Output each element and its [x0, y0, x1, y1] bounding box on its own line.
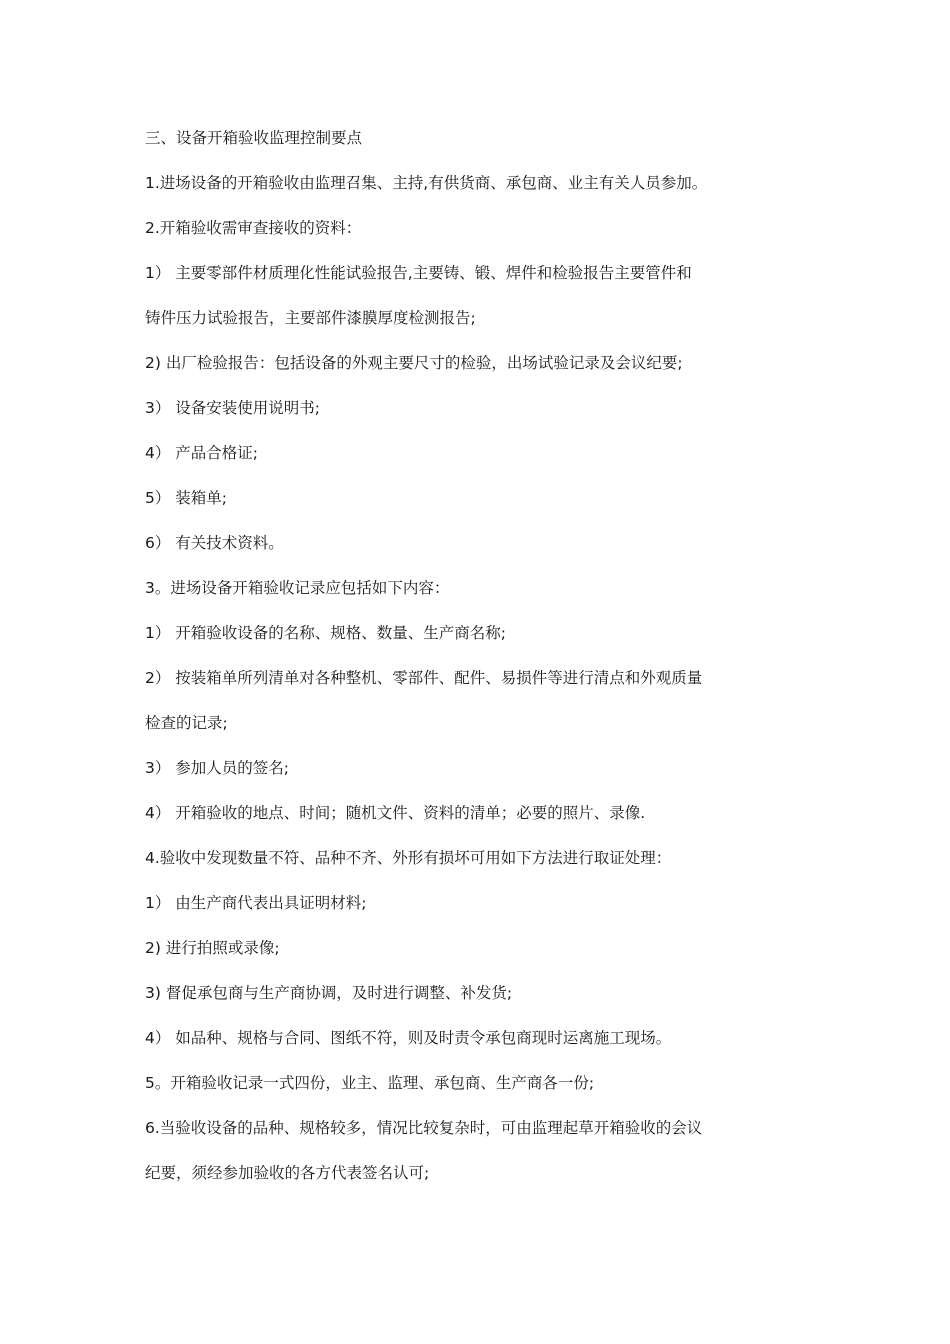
- paragraph-line: 2.开箱验收需审查接收的资料：: [145, 219, 362, 237]
- paragraph-line: 2) 进行拍照或录像;: [145, 939, 280, 957]
- section-heading: 三、设备开箱验收监理控制要点: [145, 129, 363, 147]
- paragraph-line: 1） 主要零部件材质理化性能试验报告,主要铸、锻、焊件和检验报告主要管件和: [145, 264, 692, 282]
- paragraph-line: 4） 产品合格证;: [145, 444, 259, 462]
- paragraph-line: 3） 设备安装使用说明书;: [145, 399, 321, 417]
- paragraph-line: 4） 如品种、规格与合同、图纸不符，则及时责令承包商现时运离施工现场。: [145, 1029, 672, 1047]
- paragraph-line: 3。进场设备开箱验收记录应包括如下内容：: [145, 579, 450, 597]
- paragraph-line: 检查的记录;: [145, 714, 228, 732]
- paragraph-line: 5。开箱验收记录一式四份，业主、监理、承包商、生产商各一份;: [145, 1074, 595, 1092]
- paragraph-line: 铸件压力试验报告，主要部件漆膜厚度检测报告;: [145, 309, 476, 327]
- paragraph-line: 4） 开箱验收的地点、时间；随机文件、资料的清单；必要的照片、录像.: [145, 804, 646, 822]
- paragraph-line: 4.验收中发现数量不符、品种不齐、外形有损坏可用如下方法进行取证处理：: [145, 849, 672, 867]
- document-body: [145, 124, 825, 1204]
- paragraph-line: 1.进场设备的开箱验收由监理召集、主持,有供货商、承包商、业主有关人员参加。: [145, 174, 708, 192]
- paragraph-line: 6） 有关技术资料。: [145, 534, 284, 552]
- paragraph-line: 6.当验收设备的品种、规格较多，情况比较复杂时，可由监理起草开箱验收的会议: [145, 1119, 703, 1137]
- paragraph-line: 1） 由生产商代表出具证明材料;: [145, 894, 367, 912]
- paragraph-line: 5） 装箱单;: [145, 489, 228, 507]
- paragraph-line: 纪要，须经参加验收的各方代表签名认可;: [145, 1164, 430, 1182]
- paragraph-line: 3） 参加人员的签名;: [145, 759, 290, 777]
- paragraph-line: 3) 督促承包商与生产商协调，及时进行调整、补发货;: [145, 984, 513, 1002]
- paragraph-line: 1） 开箱验收设备的名称、规格、数量、生产商名称;: [145, 624, 507, 642]
- paragraph-line: 2) 出厂检验报告：包括设备的外观主要尺寸的检验，出场试验记录及会议纪要;: [145, 354, 683, 372]
- paragraph-line: 2） 按装箱单所列清单对各种整机、零部件、配件、易损件等进行清点和外观质量: [145, 669, 703, 687]
